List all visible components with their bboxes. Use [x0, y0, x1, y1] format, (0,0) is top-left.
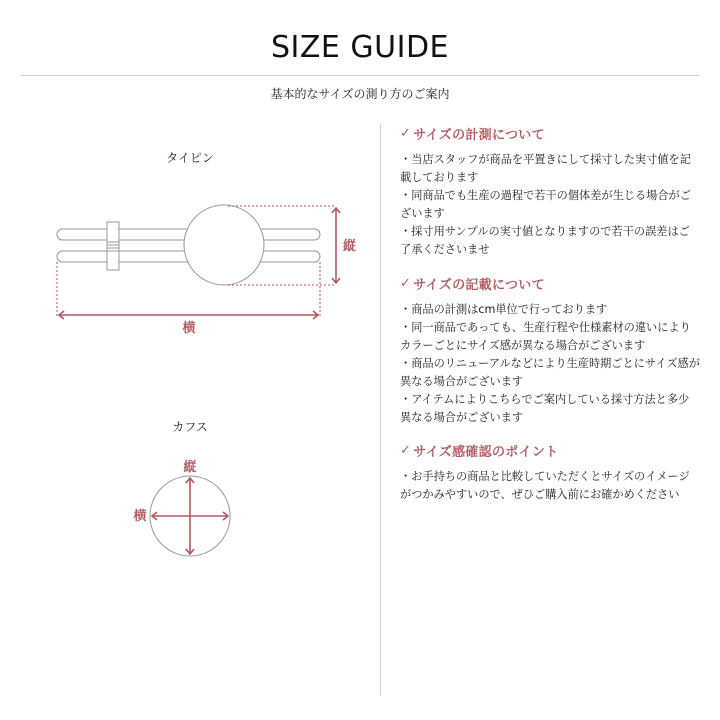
list-item: ・お手持ちの商品と比較していただくとサイズのイメージがつかみやすいので、ぜひご購入前にお確かめください [400, 470, 690, 501]
section-fit-tips [400, 441, 700, 504]
list-item: ・同一商品であっても、生産行程や仕様素材の違いによりカラーごとにサイズ感が異なる場合がございます [400, 321, 691, 352]
list-item: ・同商品でも生産の過程で若干の個体差が生じる場合がございます [400, 189, 691, 220]
tiepin-vertical-label: 縦 [343, 239, 357, 254]
section-list [400, 151, 700, 259]
tiepin-label: タイピン [166, 151, 214, 165]
section-heading: サイズの記載について [413, 278, 545, 293]
section-heading: サイズの計測について [413, 128, 545, 143]
tiepin-horizontal-label: 横 [182, 321, 196, 336]
list-item: ・商品のリニューアルなどにより生産時期ごとにサイズ感が異なる場合がございます [400, 357, 700, 388]
list-item: ・採寸用サンプルの実寸値となりますので若干の誤差はご了承くださいませ [400, 225, 690, 256]
section-list [400, 468, 700, 504]
list-item: ・当店スタッフが商品を平置きにして採寸した実寸値を記載しております [400, 153, 691, 184]
list-item: ・商品の計測はcm単位で行っております [400, 303, 608, 316]
list-item: ・アイテムによりこちらでご案内している採寸方法と多少異なる場合がございます [400, 393, 690, 424]
column-divider [380, 124, 381, 696]
section-heading: サイズ感確認のポイント [413, 445, 559, 460]
section-list [400, 301, 700, 427]
page-title: SIZE GUIDE [270, 30, 450, 65]
cufflinks-vertical-label: 縦 [183, 460, 197, 475]
cufflinks-diagram [0, 0, 380, 600]
cufflinks-label: カフス [172, 420, 208, 434]
check-icon: ✓ [400, 276, 412, 291]
page-subtitle: 基本的なサイズの測り方のご案内 [270, 87, 450, 101]
section-measurement [400, 124, 700, 259]
check-icon: ✓ [400, 443, 412, 458]
cufflinks-horizontal-label: 横 [133, 509, 147, 524]
section-notation [400, 274, 700, 427]
check-icon: ✓ [400, 126, 412, 141]
